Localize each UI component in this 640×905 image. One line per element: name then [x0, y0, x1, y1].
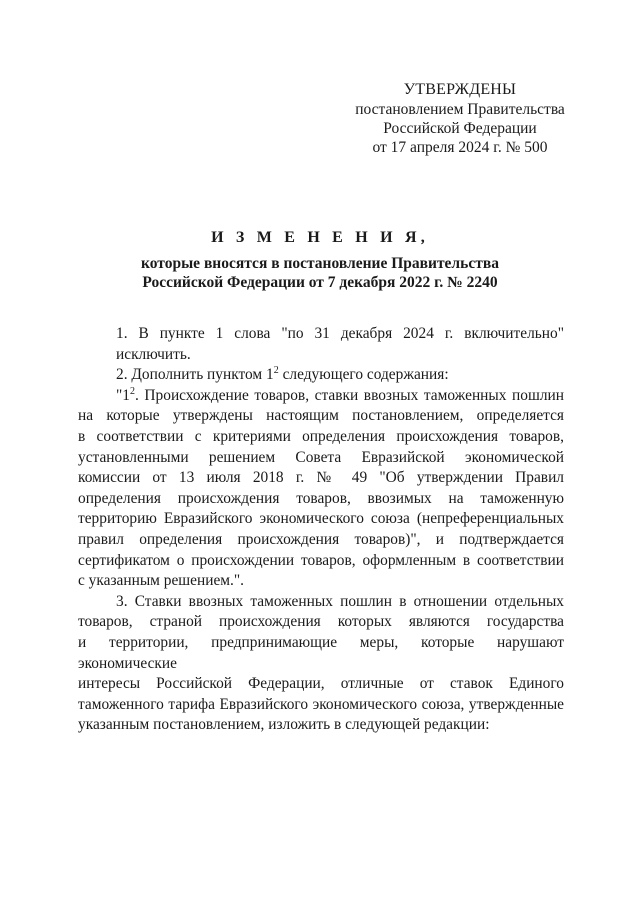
quote-line-2: на которые утверждены настоящим постановлением, определяется — [78, 407, 564, 425]
quote-line-9: сертификатом о происхождении товаров, оформленным в соответствии — [78, 551, 564, 569]
item-3-line-1: 3. Ставки ввозных таможенных пошлин в отношении отдельных — [116, 592, 564, 610]
item-2-superscript: 2 — [273, 365, 279, 377]
quote-line-10: с указанным решением.". — [78, 572, 244, 590]
item-3-line-3: и территории, предпринимающие меры, которые нарушают экономические — [78, 633, 564, 672]
quote-superscript: 2 — [129, 385, 135, 397]
item-2-text-end: следующего содержания: — [278, 366, 449, 384]
quote-line-4: установленными решением Совета Евразийской экономической — [78, 448, 564, 466]
item-3-line-6: указанным постановлением, изложить в следующей редакции: — [78, 716, 490, 734]
document-body — [78, 324, 564, 736]
approval-line-1: постановлением Правительства — [355, 101, 565, 118]
quote-line-7: территорию Евразийского экономического союза (непреференциальных — [78, 510, 564, 528]
item-3-line-4: интересы Российской Федерации, отличные от ставок Единого — [78, 675, 564, 693]
quote-prefix: "1 — [116, 386, 130, 404]
document-title: И З М Е Н Е Н И Я, — [211, 229, 429, 246]
quote-line-8: правил определения происхождения товаров)", и подтверждается — [78, 530, 564, 548]
quote-line-1-text: . Происхождение товаров, ставки ввозных таможенных пошлин — [134, 386, 564, 404]
approval-title: УТВЕРЖДЕНЫ — [403, 81, 517, 98]
approval-line-2: Российской Федерации — [383, 120, 537, 137]
document-subtitle-line-1: которые вносятся в постановление Правительства — [141, 255, 499, 272]
item-1: 1. В пункте 1 слова "по 31 декабря 2024 г. включительно" исключить. — [116, 325, 564, 363]
item-3-line-5: таможенного тарифа Евразийского экономического союза, утвержденные — [78, 695, 564, 713]
document-heading — [80, 228, 560, 292]
quote-line-5: комиссии от 13 июля 2018 г. № 49 "Об утверждении Правил — [78, 469, 564, 487]
approval-stamp — [330, 80, 590, 157]
item-3-line-2: товаров, страной происхождения которых являются государства — [78, 613, 564, 631]
quote-line-1 — [78, 386, 564, 407]
quote-line-3: в соответствии с критериями определения происхождения товаров, — [78, 427, 564, 445]
document-subtitle-line-2: Российской Федерации от 7 декабря 2022 г. № 2240 — [142, 274, 498, 291]
item-2 — [78, 365, 564, 386]
approval-line-3: от 17 апреля 2024 г. № 500 — [372, 139, 548, 156]
item-2-text: 2. Дополнить пунктом 1 — [116, 366, 274, 384]
quote-line-6: определения происхождения товаров, ввозимых на таможенную — [78, 489, 564, 507]
